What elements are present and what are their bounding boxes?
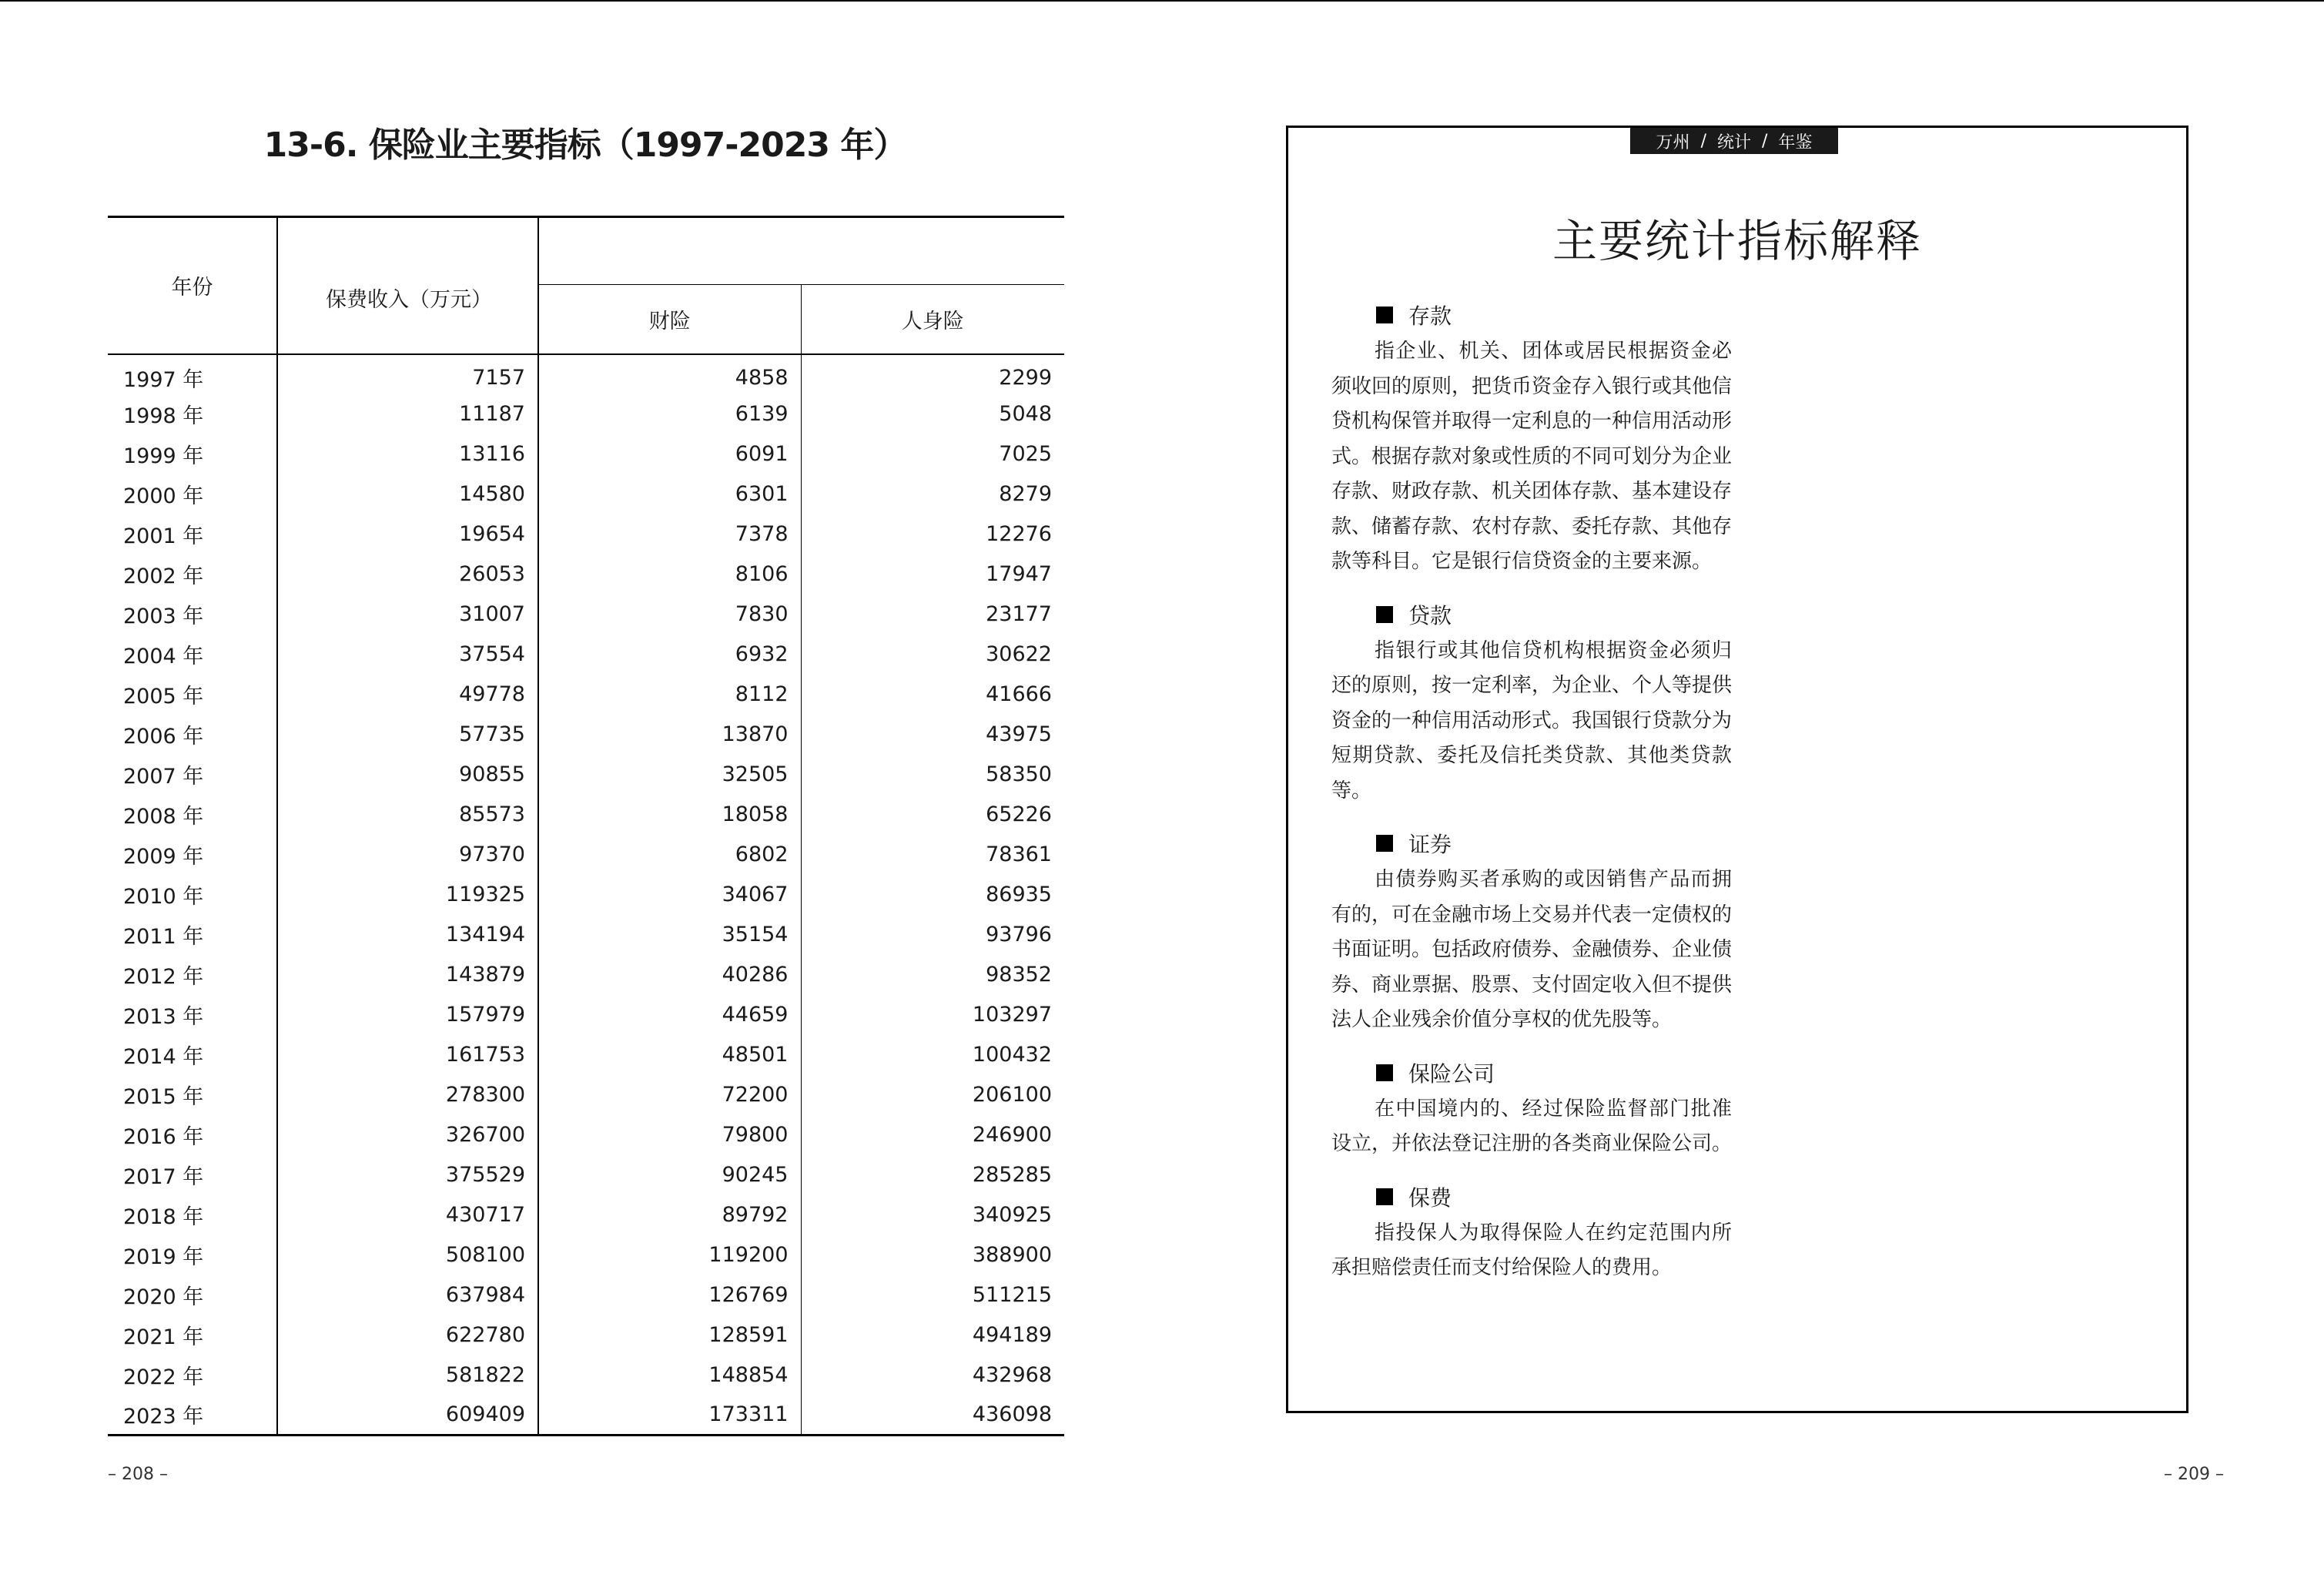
table-row bbox=[108, 394, 1064, 434]
glossary-entries bbox=[1331, 299, 1732, 1305]
table-row bbox=[108, 875, 1064, 915]
year-cell: 2004 年 bbox=[108, 635, 277, 675]
property-cell: 90245 bbox=[538, 1155, 801, 1195]
total-cell: 581822 bbox=[277, 1355, 538, 1395]
life-cell: 5048 bbox=[999, 402, 1052, 426]
property-cell: 48501 bbox=[538, 1035, 801, 1075]
table-row bbox=[108, 1315, 1064, 1355]
year-cell: 2000 年 bbox=[108, 474, 277, 514]
year-cell: 2021 年 bbox=[108, 1315, 277, 1355]
table-row bbox=[108, 1195, 1064, 1235]
year-cell: 2018 年 bbox=[108, 1195, 277, 1235]
year-cell: 2012 年 bbox=[108, 955, 277, 995]
year-cell: 2010 年 bbox=[108, 875, 277, 915]
header-property-insurance: 财险 bbox=[538, 285, 801, 354]
entry-heading bbox=[1376, 1057, 1732, 1089]
header-blank bbox=[538, 217, 1064, 285]
property-cell: 6301 bbox=[538, 474, 801, 514]
year-cell: 2023 年 bbox=[108, 1395, 277, 1436]
life-cell: 432968 bbox=[972, 1363, 1052, 1387]
glossary-title: 主要统计指标解释 bbox=[1552, 215, 1922, 267]
property-cell: 119200 bbox=[538, 1235, 801, 1275]
property-cell: 6932 bbox=[538, 635, 801, 675]
life-cell: 7025 bbox=[999, 442, 1052, 466]
table-row bbox=[108, 595, 1064, 635]
life-cell: 30622 bbox=[986, 642, 1052, 666]
table-row bbox=[108, 835, 1064, 875]
life-cell: 78361 bbox=[986, 843, 1052, 866]
total-cell: 326700 bbox=[277, 1115, 538, 1155]
black-square-icon bbox=[1376, 307, 1393, 323]
total-cell: 7157 bbox=[277, 354, 538, 394]
entry-definition: 指企业、机关、团体或居民根据资金必须收回的原则，把货币资金存入银行或其他信贷机构保管并取得一定利息的一种信用活动形式。根据存款对象或性质的不同可划分为企业存款、财政存款、机关团体存款、基本建设存款、储蓄存款、农村存款、委托存款、其他存款等科目。它是银行信贷资金的主要来源。 bbox=[1331, 340, 1733, 573]
insurance-indicators-table bbox=[108, 216, 1064, 1436]
table-row bbox=[108, 955, 1064, 995]
year-cell: 2008 年 bbox=[108, 795, 277, 835]
table-row bbox=[108, 1035, 1064, 1075]
property-cell: 89792 bbox=[538, 1195, 801, 1235]
property-cell: 35154 bbox=[538, 915, 801, 955]
table-row bbox=[108, 635, 1064, 675]
total-cell: 157979 bbox=[277, 995, 538, 1035]
year-cell: 2014 年 bbox=[108, 1035, 277, 1075]
year-cell: 2011 年 bbox=[108, 915, 277, 955]
property-cell: 72200 bbox=[538, 1075, 801, 1115]
property-cell: 4858 bbox=[538, 354, 801, 394]
property-cell: 79800 bbox=[538, 1115, 801, 1155]
property-cell: 6139 bbox=[538, 394, 801, 434]
black-square-icon bbox=[1376, 835, 1393, 852]
life-cell: 206100 bbox=[972, 1083, 1052, 1107]
year-cell: 2009 年 bbox=[108, 835, 277, 875]
header-tag-separator: / bbox=[1762, 131, 1768, 151]
life-cell: 436098 bbox=[972, 1402, 1052, 1427]
table-body bbox=[108, 354, 1064, 1436]
entry-term: 保费 bbox=[1408, 1184, 1452, 1211]
year-cell: 2019 年 bbox=[108, 1235, 277, 1275]
property-cell: 34067 bbox=[538, 875, 801, 915]
total-cell: 622780 bbox=[277, 1315, 538, 1355]
entry-definition: 指投保人为取得保险人在约定范围内所承担赔偿责任而支付给保险人的费用。 bbox=[1331, 1221, 1732, 1279]
total-cell: 31007 bbox=[277, 595, 538, 635]
entry-term: 证券 bbox=[1408, 832, 1452, 857]
total-cell: 119325 bbox=[277, 875, 538, 915]
year-cell: 2017 年 bbox=[108, 1155, 277, 1195]
entry-definition: 在中国境内的、经过保险监督部门批准设立，并依法登记注册的各类商业保险公司。 bbox=[1331, 1097, 1733, 1155]
property-cell: 7378 bbox=[538, 514, 801, 554]
entry-heading bbox=[1376, 827, 1732, 859]
total-cell: 508100 bbox=[277, 1235, 538, 1275]
entry-term: 保险公司 bbox=[1408, 1060, 1495, 1087]
total-cell: 37554 bbox=[277, 635, 538, 675]
life-cell: 511215 bbox=[972, 1283, 1052, 1307]
property-cell: 18058 bbox=[538, 795, 801, 835]
table-row bbox=[108, 1275, 1064, 1315]
life-cell: 100432 bbox=[972, 1043, 1052, 1067]
table-row bbox=[108, 715, 1064, 755]
table-row bbox=[108, 1115, 1064, 1155]
entry-heading bbox=[1376, 299, 1732, 331]
life-cell: 93796 bbox=[986, 923, 1052, 946]
total-cell: 19654 bbox=[277, 514, 538, 554]
top-border-line bbox=[0, 0, 2324, 2]
year-cell: 2001 年 bbox=[108, 514, 277, 554]
glossary-frame bbox=[1286, 126, 2188, 1413]
total-cell: 14580 bbox=[277, 474, 538, 514]
total-cell: 85573 bbox=[277, 795, 538, 835]
total-cell: 430717 bbox=[277, 1195, 538, 1235]
entry-term: 存款 bbox=[1408, 303, 1452, 329]
year-cell: 2020 年 bbox=[108, 1275, 277, 1315]
table-row bbox=[108, 755, 1064, 795]
total-cell: 637984 bbox=[277, 1275, 538, 1315]
entry-term: 贷款 bbox=[1408, 602, 1452, 628]
life-cell: 103297 bbox=[972, 1003, 1052, 1027]
header-premium-income bbox=[277, 217, 538, 312]
table-row bbox=[108, 354, 1064, 394]
property-cell: 8112 bbox=[538, 675, 801, 715]
total-cell: 49778 bbox=[277, 675, 538, 715]
total-cell: 97370 bbox=[277, 835, 538, 875]
year-cell: 2002 年 bbox=[108, 554, 277, 595]
property-cell: 7830 bbox=[538, 595, 801, 635]
black-square-icon bbox=[1376, 606, 1393, 623]
header-tag-wanzhou: 万州 bbox=[1656, 132, 1690, 152]
life-cell: 8279 bbox=[999, 482, 1052, 506]
glossary-entry bbox=[1331, 299, 1732, 580]
property-cell: 6091 bbox=[538, 434, 801, 474]
table-row bbox=[108, 1395, 1064, 1436]
year-cell: 2005 年 bbox=[108, 675, 277, 715]
entry-heading bbox=[1376, 1181, 1732, 1213]
year-cell: 2003 年 bbox=[108, 595, 277, 635]
table-header bbox=[108, 217, 1064, 354]
page-title: 13-6. 保险业主要指标（1997-2023 年） bbox=[263, 126, 907, 165]
glossary-entry bbox=[1331, 598, 1732, 809]
property-cell: 44659 bbox=[538, 995, 801, 1035]
year-cell: 2013 年 bbox=[108, 995, 277, 1035]
table-row bbox=[108, 995, 1064, 1035]
entry-definition: 由债券购买者承购的或因销售产品而拥有的，可在金融市场上交易并代表一定债权的书面证明。包括政府债券、金融债券、企业债券、商业票据、股票、支付固定收入但不提供法人企业残余价值分享权的优先股等。 bbox=[1331, 868, 1733, 1031]
life-cell: 340925 bbox=[972, 1203, 1052, 1227]
total-cell: 57735 bbox=[277, 715, 538, 755]
header-life-insurance: 人身险 bbox=[901, 309, 964, 333]
year-cell: 2015 年 bbox=[108, 1075, 277, 1115]
life-cell: 43975 bbox=[986, 722, 1052, 746]
property-cell: 13870 bbox=[538, 715, 801, 755]
table-row bbox=[108, 795, 1064, 835]
life-cell: 246900 bbox=[972, 1123, 1052, 1147]
glossary-entry bbox=[1331, 827, 1732, 1038]
property-cell: 173311 bbox=[538, 1395, 801, 1436]
property-cell: 148854 bbox=[538, 1355, 801, 1395]
total-cell: 609409 bbox=[277, 1395, 538, 1436]
life-cell: 23177 bbox=[986, 602, 1052, 626]
year-cell: 2016 年 bbox=[108, 1115, 277, 1155]
life-cell: 285285 bbox=[972, 1163, 1052, 1187]
year-cell: 1999 年 bbox=[108, 434, 277, 474]
total-cell: 134194 bbox=[277, 915, 538, 955]
entry-heading bbox=[1376, 598, 1732, 631]
header-tag-separator: / bbox=[1700, 131, 1706, 151]
life-cell: 65226 bbox=[986, 802, 1052, 826]
glossary-entry bbox=[1331, 1181, 1732, 1286]
black-square-icon bbox=[1376, 1188, 1393, 1205]
year-cell: 2006 年 bbox=[108, 715, 277, 755]
table-row bbox=[108, 915, 1064, 955]
property-cell: 32505 bbox=[538, 755, 801, 795]
life-cell: 58350 bbox=[986, 762, 1052, 786]
property-cell: 126769 bbox=[538, 1275, 801, 1315]
header-tag-yearbook: 年鉴 bbox=[1778, 132, 1813, 152]
life-cell: 2299 bbox=[999, 365, 1052, 390]
year-cell: 2022 年 bbox=[108, 1355, 277, 1395]
life-cell: 86935 bbox=[986, 883, 1052, 906]
table-row bbox=[108, 1075, 1064, 1115]
table-row bbox=[108, 514, 1064, 554]
property-cell: 6802 bbox=[538, 835, 801, 875]
total-cell: 90855 bbox=[277, 755, 538, 795]
life-cell: 41666 bbox=[986, 682, 1052, 706]
total-cell: 13116 bbox=[277, 434, 538, 474]
black-square-icon bbox=[1376, 1064, 1393, 1081]
table-row bbox=[108, 434, 1064, 474]
life-cell: 17947 bbox=[986, 562, 1052, 586]
table-row bbox=[108, 1235, 1064, 1275]
total-cell: 161753 bbox=[277, 1035, 538, 1075]
life-cell: 98352 bbox=[986, 963, 1052, 987]
total-cell: 11187 bbox=[277, 394, 538, 434]
total-cell: 26053 bbox=[277, 554, 538, 595]
total-cell: 143879 bbox=[277, 955, 538, 995]
glossary-entry bbox=[1331, 1057, 1732, 1162]
table-row bbox=[108, 1155, 1064, 1195]
property-cell: 8106 bbox=[538, 554, 801, 595]
year-cell: 2007 年 bbox=[108, 755, 277, 795]
page-number-right: – 209 – bbox=[2164, 1465, 2224, 1484]
header-tag-statistics: 统计 bbox=[1716, 132, 1751, 152]
life-cell: 12276 bbox=[986, 522, 1052, 546]
year-cell: 1998 年 bbox=[108, 394, 277, 434]
table-row bbox=[108, 554, 1064, 595]
property-cell: 128591 bbox=[538, 1315, 801, 1355]
year-cell: 1997 年 bbox=[108, 354, 277, 394]
total-cell: 375529 bbox=[277, 1155, 538, 1195]
total-cell: 278300 bbox=[277, 1075, 538, 1115]
yearbook-header-tag bbox=[1630, 128, 1838, 154]
life-cell: 388900 bbox=[972, 1243, 1052, 1267]
table-row bbox=[108, 474, 1064, 514]
table-row bbox=[108, 1355, 1064, 1395]
header-year: 年份 bbox=[108, 217, 277, 354]
table-row bbox=[108, 675, 1064, 715]
life-cell: 494189 bbox=[972, 1323, 1052, 1347]
entry-definition: 指银行或其他信贷机构根据资金必须归还的原则，按一定利率，为企业、个人等提供资金的一种信用活动形式。我国银行贷款分为短期贷款、委托及信托类贷款、其他类贷款等。 bbox=[1331, 638, 1733, 802]
page-number-left: – 208 – bbox=[108, 1465, 168, 1484]
header-premium-income-label: 保费收入（万元） bbox=[326, 287, 492, 312]
property-cell: 40286 bbox=[538, 955, 801, 995]
